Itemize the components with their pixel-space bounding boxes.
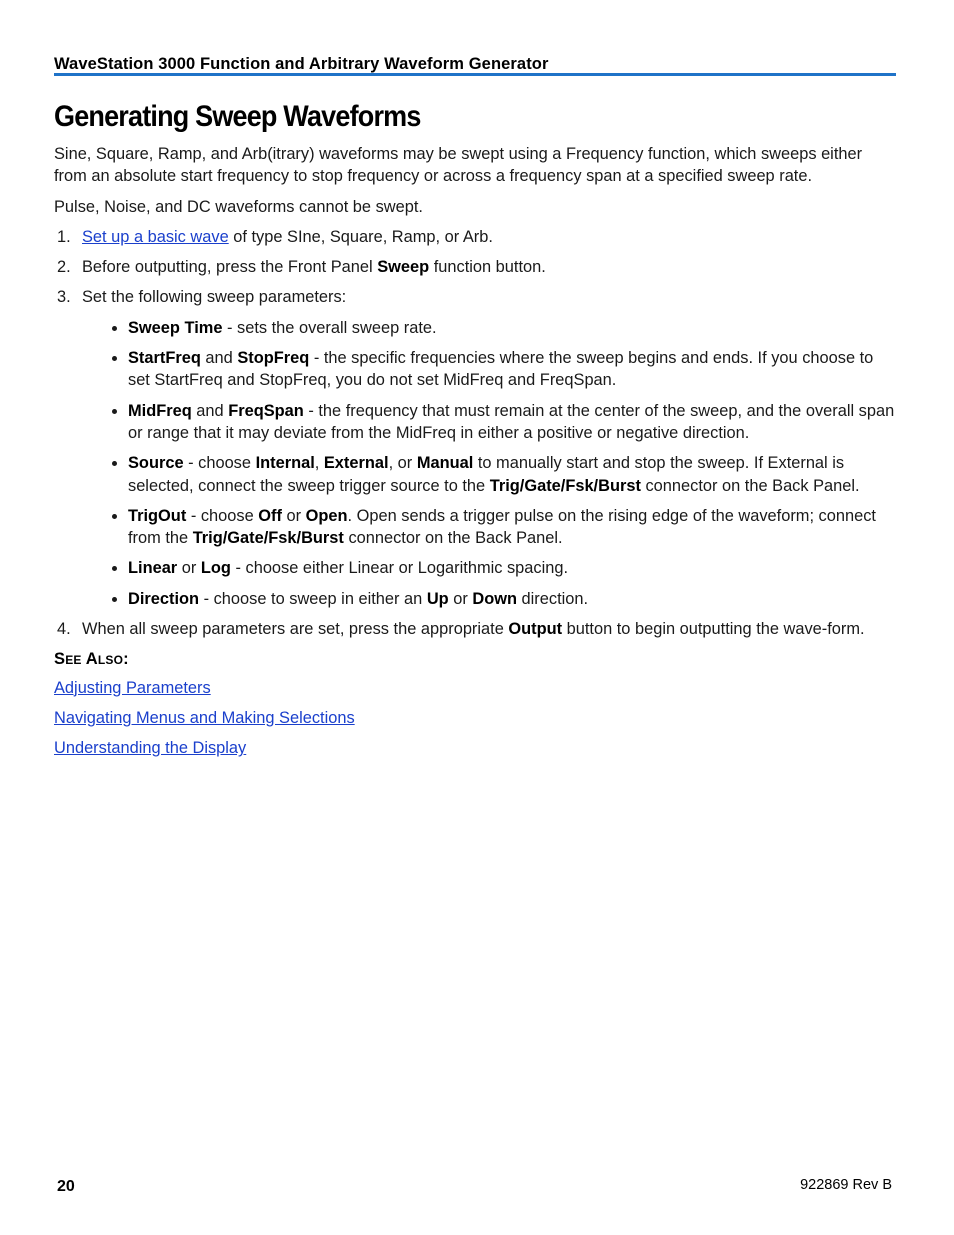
see-also-heading: See Also: bbox=[54, 650, 129, 669]
param-text: - choose either Linear or Logarithmic spacing. bbox=[230, 559, 569, 578]
bullet-icon bbox=[112, 514, 117, 519]
header-rule bbox=[54, 73, 896, 76]
step-number: 4. bbox=[57, 620, 71, 639]
understanding-display-link[interactable]: Understanding the Display bbox=[54, 739, 247, 758]
bullet-icon bbox=[112, 566, 117, 571]
param-text: or bbox=[281, 506, 306, 525]
param-linear-log bbox=[82, 557, 896, 579]
param-term: Source bbox=[128, 454, 184, 473]
param-term: Open bbox=[305, 506, 348, 525]
param-term: Down bbox=[472, 589, 517, 608]
param-text: - the specific frequencies where the sweep begins and ends. If you choose to set StartFreq and StopFreq, you do not set MidFreq and FreqSpan. bbox=[128, 349, 874, 390]
param-term: TrigOut bbox=[128, 506, 187, 525]
set-up-basic-wave-link[interactable]: Set up a basic wave bbox=[82, 227, 229, 246]
param-term: Trig/Gate/Fsk/Burst bbox=[192, 529, 344, 548]
document-page bbox=[54, 0, 896, 1235]
step-item-4 bbox=[54, 618, 896, 640]
param-text: - choose to sweep in either an bbox=[199, 589, 427, 608]
step-text: When all sweep parameters are set, press the appropriate bbox=[82, 620, 509, 639]
param-text: direction. bbox=[517, 589, 589, 608]
param-text: or bbox=[177, 559, 201, 578]
step-text: Set the following sweep parameters: bbox=[82, 288, 347, 307]
param-text: or bbox=[448, 589, 473, 608]
intro-paragraph-2: Pulse, Noise, and DC waveforms cannot be swept. bbox=[54, 197, 423, 216]
step-emphasis: Output bbox=[508, 620, 563, 639]
page-number: 20 bbox=[57, 1178, 75, 1195]
step-emphasis: Sweep bbox=[377, 258, 430, 277]
param-term: Off bbox=[258, 506, 282, 525]
bullet-icon bbox=[112, 409, 117, 414]
param-term: Internal bbox=[255, 454, 315, 473]
param-term: StartFreq bbox=[128, 349, 201, 368]
param-trigout bbox=[82, 505, 896, 550]
step-item-3 bbox=[54, 286, 896, 610]
param-term: Direction bbox=[128, 589, 200, 608]
step-text: button to begin outputting the wave-form. bbox=[562, 620, 865, 639]
param-text: , or bbox=[388, 454, 417, 473]
bullet-icon bbox=[112, 326, 117, 331]
param-text: . Open sends a trigger pulse on the rising edge of the waveform; connect from the bbox=[128, 506, 876, 548]
step-number: 1. bbox=[57, 227, 71, 246]
step-item-1 bbox=[54, 226, 896, 248]
param-term: Up bbox=[426, 589, 449, 608]
running-header: WaveStation 3000 Function and Arbitrary Waveform Generator bbox=[54, 55, 549, 73]
param-term: MidFreq bbox=[128, 401, 192, 420]
param-mid-freq-span bbox=[82, 400, 896, 445]
step-item-2 bbox=[54, 256, 896, 278]
adjusting-parameters-link[interactable]: Adjusting Parameters bbox=[54, 678, 211, 697]
param-term: Log bbox=[200, 559, 231, 578]
sweep-parameters-list bbox=[82, 317, 896, 610]
param-text: and bbox=[200, 349, 238, 368]
intro-paragraph: Sine, Square, Ramp, and Arb(itrary) waveforms may be swept using a Frequency function, which sweeps either from an absolute start frequency to stop frequency or across a frequency span at a specified sweep rate. bbox=[54, 145, 863, 186]
bullet-icon bbox=[112, 356, 117, 361]
param-text: connector on the Back Panel. bbox=[343, 529, 563, 548]
param-text: - sets the overall sweep rate. bbox=[222, 318, 437, 337]
document-id: 922869 Rev B bbox=[800, 1177, 892, 1193]
navigating-menus-link[interactable]: Navigating Menus and Making Selections bbox=[54, 708, 355, 727]
param-term: Sweep Time bbox=[128, 318, 223, 337]
param-term: StopFreq bbox=[237, 349, 310, 368]
steps-list bbox=[54, 226, 896, 640]
param-text: and bbox=[191, 401, 229, 420]
param-term: External bbox=[323, 454, 389, 473]
param-term: Manual bbox=[416, 454, 474, 473]
step-number: 3. bbox=[57, 288, 71, 307]
step-text: of type SIne, Square, Ramp, or Arb. bbox=[228, 227, 493, 246]
step-text: function button. bbox=[429, 258, 546, 277]
param-text: - choose bbox=[186, 506, 259, 525]
page-title: Generating Sweep Waveforms bbox=[54, 100, 421, 133]
param-text: connector on the Back Panel. bbox=[640, 476, 860, 495]
param-direction bbox=[82, 588, 896, 610]
param-text: - choose bbox=[183, 454, 256, 473]
step-text: Before outputting, press the Front Panel bbox=[82, 258, 378, 277]
param-text: - the frequency that must remain at the center of the sweep, and the overall span or range that it may deviate from the MidFreq in either a positive or negative direction. bbox=[128, 401, 895, 442]
param-term: Trig/Gate/Fsk/Burst bbox=[489, 476, 641, 495]
param-sweep-time bbox=[82, 317, 896, 339]
body-content bbox=[54, 143, 896, 768]
param-term: FreqSpan bbox=[228, 401, 304, 420]
bullet-icon bbox=[112, 597, 117, 602]
param-start-stop-freq bbox=[82, 347, 896, 392]
param-text: to manually start and stop the sweep. If External is selected, connect the sweep trigger source to the bbox=[128, 454, 845, 495]
bullet-icon bbox=[112, 461, 117, 466]
param-text: , bbox=[314, 454, 324, 473]
param-source bbox=[82, 452, 896, 497]
step-number: 2. bbox=[57, 258, 71, 277]
param-term: Linear bbox=[128, 559, 178, 578]
